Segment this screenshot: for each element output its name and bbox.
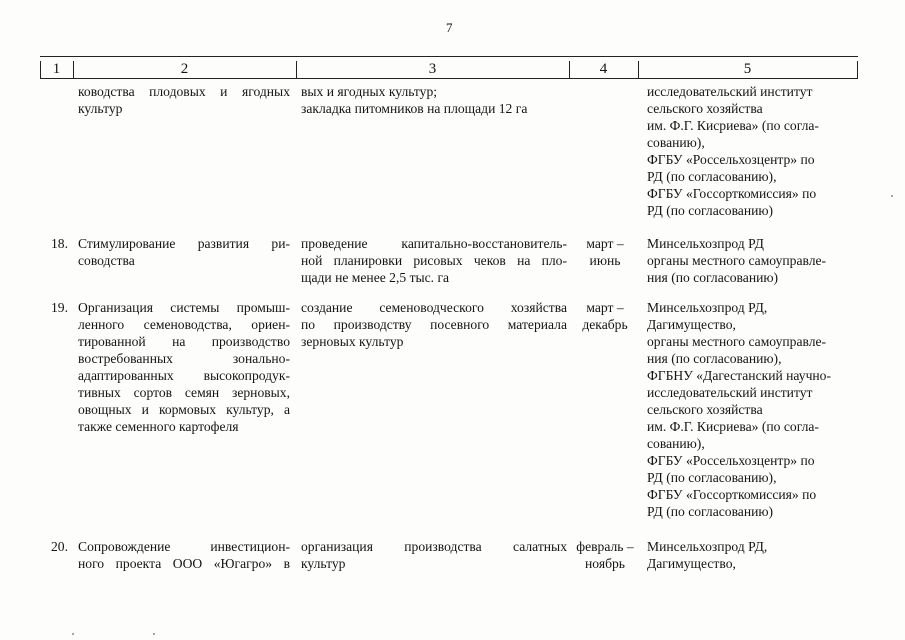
text-line: соводства	[78, 253, 135, 268]
text-line: ния (по согласованию),	[647, 351, 782, 366]
text-line: ководства плодовых и ягодных	[78, 84, 290, 99]
text-line: РД (по согласованию)	[647, 504, 774, 519]
text-line: ноябрь	[585, 556, 625, 571]
text-line: июнь	[589, 253, 621, 268]
text-line: ФГБУ «Госсорткомиссия» по	[647, 487, 817, 502]
text-line: ленного семеноводства, ориен-	[78, 317, 290, 332]
text-line: щади не менее 2,5 тыс. га	[301, 270, 450, 285]
header-col-5: 5	[743, 61, 752, 77]
text-line: по производству посевного материала	[301, 317, 567, 332]
row-18-number: 18.	[51, 236, 68, 251]
row-18-col3	[301, 235, 567, 286]
row-18-col4	[572, 235, 638, 269]
text-line: создание семеноводческого хозяйства	[301, 300, 567, 315]
row-18-col2	[78, 235, 290, 269]
cont-col5	[647, 83, 852, 219]
row-19-number: 19.	[51, 300, 68, 315]
text-line: РД (по согласованию),	[647, 169, 777, 184]
text-line: декабрь	[582, 317, 628, 332]
text-line: сельского хозяйства	[647, 402, 763, 417]
row-20-col4	[572, 538, 638, 572]
row-19-col3	[301, 299, 567, 350]
text-line: тивных сортов семян зерновых,	[78, 385, 290, 400]
cont-col2	[78, 83, 290, 117]
text-line: им. Ф.Г. Кисриева» (по согла-	[647, 419, 819, 434]
text-line: организация производства салатных	[301, 539, 567, 554]
text-line: Минсельхозпрод РД	[647, 236, 764, 251]
scan-speck	[72, 633, 74, 635]
text-line: ФГБУ «Россельхозцентр» по	[647, 152, 815, 167]
text-line: им. Ф.Г. Кисриева» (по согла-	[647, 118, 819, 133]
row-20-col3	[301, 538, 567, 572]
text-line: март –	[586, 236, 624, 251]
text-line: ФГБУ «Госсорткомиссия» по	[647, 186, 817, 201]
text-line: тированной на производство	[78, 334, 290, 349]
page-number: 7	[446, 20, 453, 35]
row-20-col5	[647, 538, 852, 572]
text-line: ния (по согласованию)	[647, 270, 779, 285]
text-line: февраль –	[576, 539, 634, 554]
text-line: Сопровождение инвестицион-	[78, 539, 290, 554]
header-col-1: 1	[52, 61, 61, 77]
text-line: органы местного самоуправле-	[647, 253, 827, 268]
text-line: РД (по согласованию)	[647, 203, 774, 218]
text-line: Стимулирование развития ри-	[78, 236, 290, 251]
text-line: Дагимущество,	[647, 556, 736, 571]
row-20-col2	[78, 538, 290, 572]
row-19-col2	[78, 299, 290, 435]
header-divider-5	[857, 61, 858, 78]
row-19-col4	[572, 299, 638, 333]
header-col-2: 2	[180, 61, 189, 77]
text-line: востребованных зонально-	[78, 351, 290, 366]
text-line: зерновых культур	[301, 334, 404, 349]
scan-speck	[153, 633, 155, 635]
text-line: ФГБНУ «Дагестанский научно-	[647, 368, 831, 383]
text-line: сельского хозяйства	[647, 101, 763, 116]
header-col-4: 4	[599, 61, 608, 77]
text-line: овощных и кормовых культур, а	[78, 402, 290, 417]
text-line: март –	[586, 300, 624, 315]
text-line: исследовательский институт	[647, 84, 813, 99]
text-line: РД (по согласованию),	[647, 470, 777, 485]
row-18-col5	[647, 235, 852, 286]
text-line: проведение капитально-восстановитель-	[301, 236, 567, 251]
text-line: также семенного картофеля	[78, 419, 239, 434]
text-line: исследовательский институт	[647, 385, 813, 400]
text-line: сованию),	[647, 135, 705, 150]
text-line: органы местного самоуправле-	[647, 334, 827, 349]
row-19-col5	[647, 299, 852, 520]
text-line: Дагимущество,	[647, 317, 736, 332]
text-line: вых и ягодных культур;	[301, 84, 438, 99]
text-line: закладка питомников на площади 12 га	[301, 101, 528, 116]
table-top-rule	[40, 56, 858, 57]
text-line: культур	[78, 101, 123, 116]
scan-speck	[891, 195, 893, 197]
text-line: Минсельхозпрод РД,	[647, 539, 768, 554]
cont-col3	[301, 83, 567, 117]
text-line: культур	[301, 556, 346, 571]
text-line: ного проекта ООО «Югагро» в	[78, 556, 290, 571]
text-line: адаптированных высокопродук-	[78, 368, 290, 383]
text-line: сованию),	[647, 436, 705, 451]
table-header-bottom-rule	[40, 78, 858, 79]
text-line: Организация системы промыш-	[78, 300, 290, 315]
text-line: Минсельхозпрод РД,	[647, 300, 768, 315]
header-col-3: 3	[428, 61, 437, 77]
text-line: ной планировки рисовых чеков на пло-	[301, 253, 567, 268]
row-20-number: 20.	[51, 539, 68, 554]
text-line: ФГБУ «Россельхозцентр» по	[647, 453, 815, 468]
